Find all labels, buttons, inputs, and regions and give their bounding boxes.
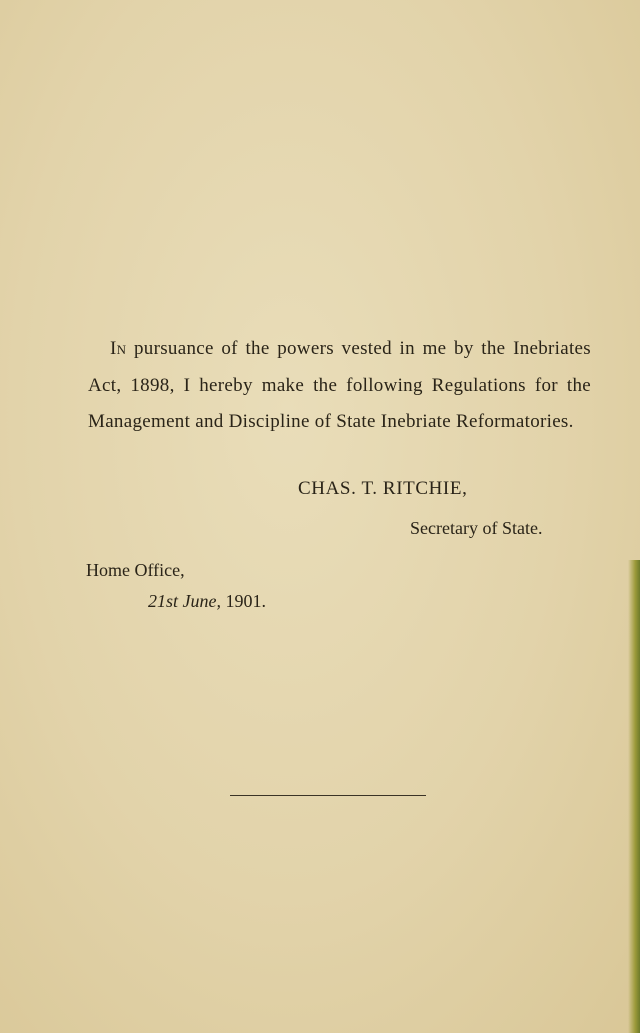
date-month: June,	[182, 591, 221, 611]
date-line	[148, 591, 266, 612]
signatory-title: Secretary of State.	[410, 518, 543, 538]
page-edge-stain	[628, 560, 640, 1033]
date-day: 21st	[148, 591, 179, 611]
date-year: 1901.	[225, 591, 266, 611]
paragraph-line-1-text: pursuance of the powers vested in me by the Inebriates	[133, 338, 591, 359]
paragraph-line-1	[110, 338, 591, 360]
paragraph-lead-word: In	[110, 338, 127, 359]
paragraph-line-3: Management and Discipline of State Inebriate Reformatories.	[88, 411, 574, 432]
paragraph-line-2: Act, 1898, I hereby make the following Regulations for the	[88, 375, 591, 396]
horizontal-rule	[230, 795, 426, 796]
signatory-name: CHAS. T. RITCHIE,	[298, 478, 468, 499]
place-line: Home Office,	[86, 560, 185, 580]
